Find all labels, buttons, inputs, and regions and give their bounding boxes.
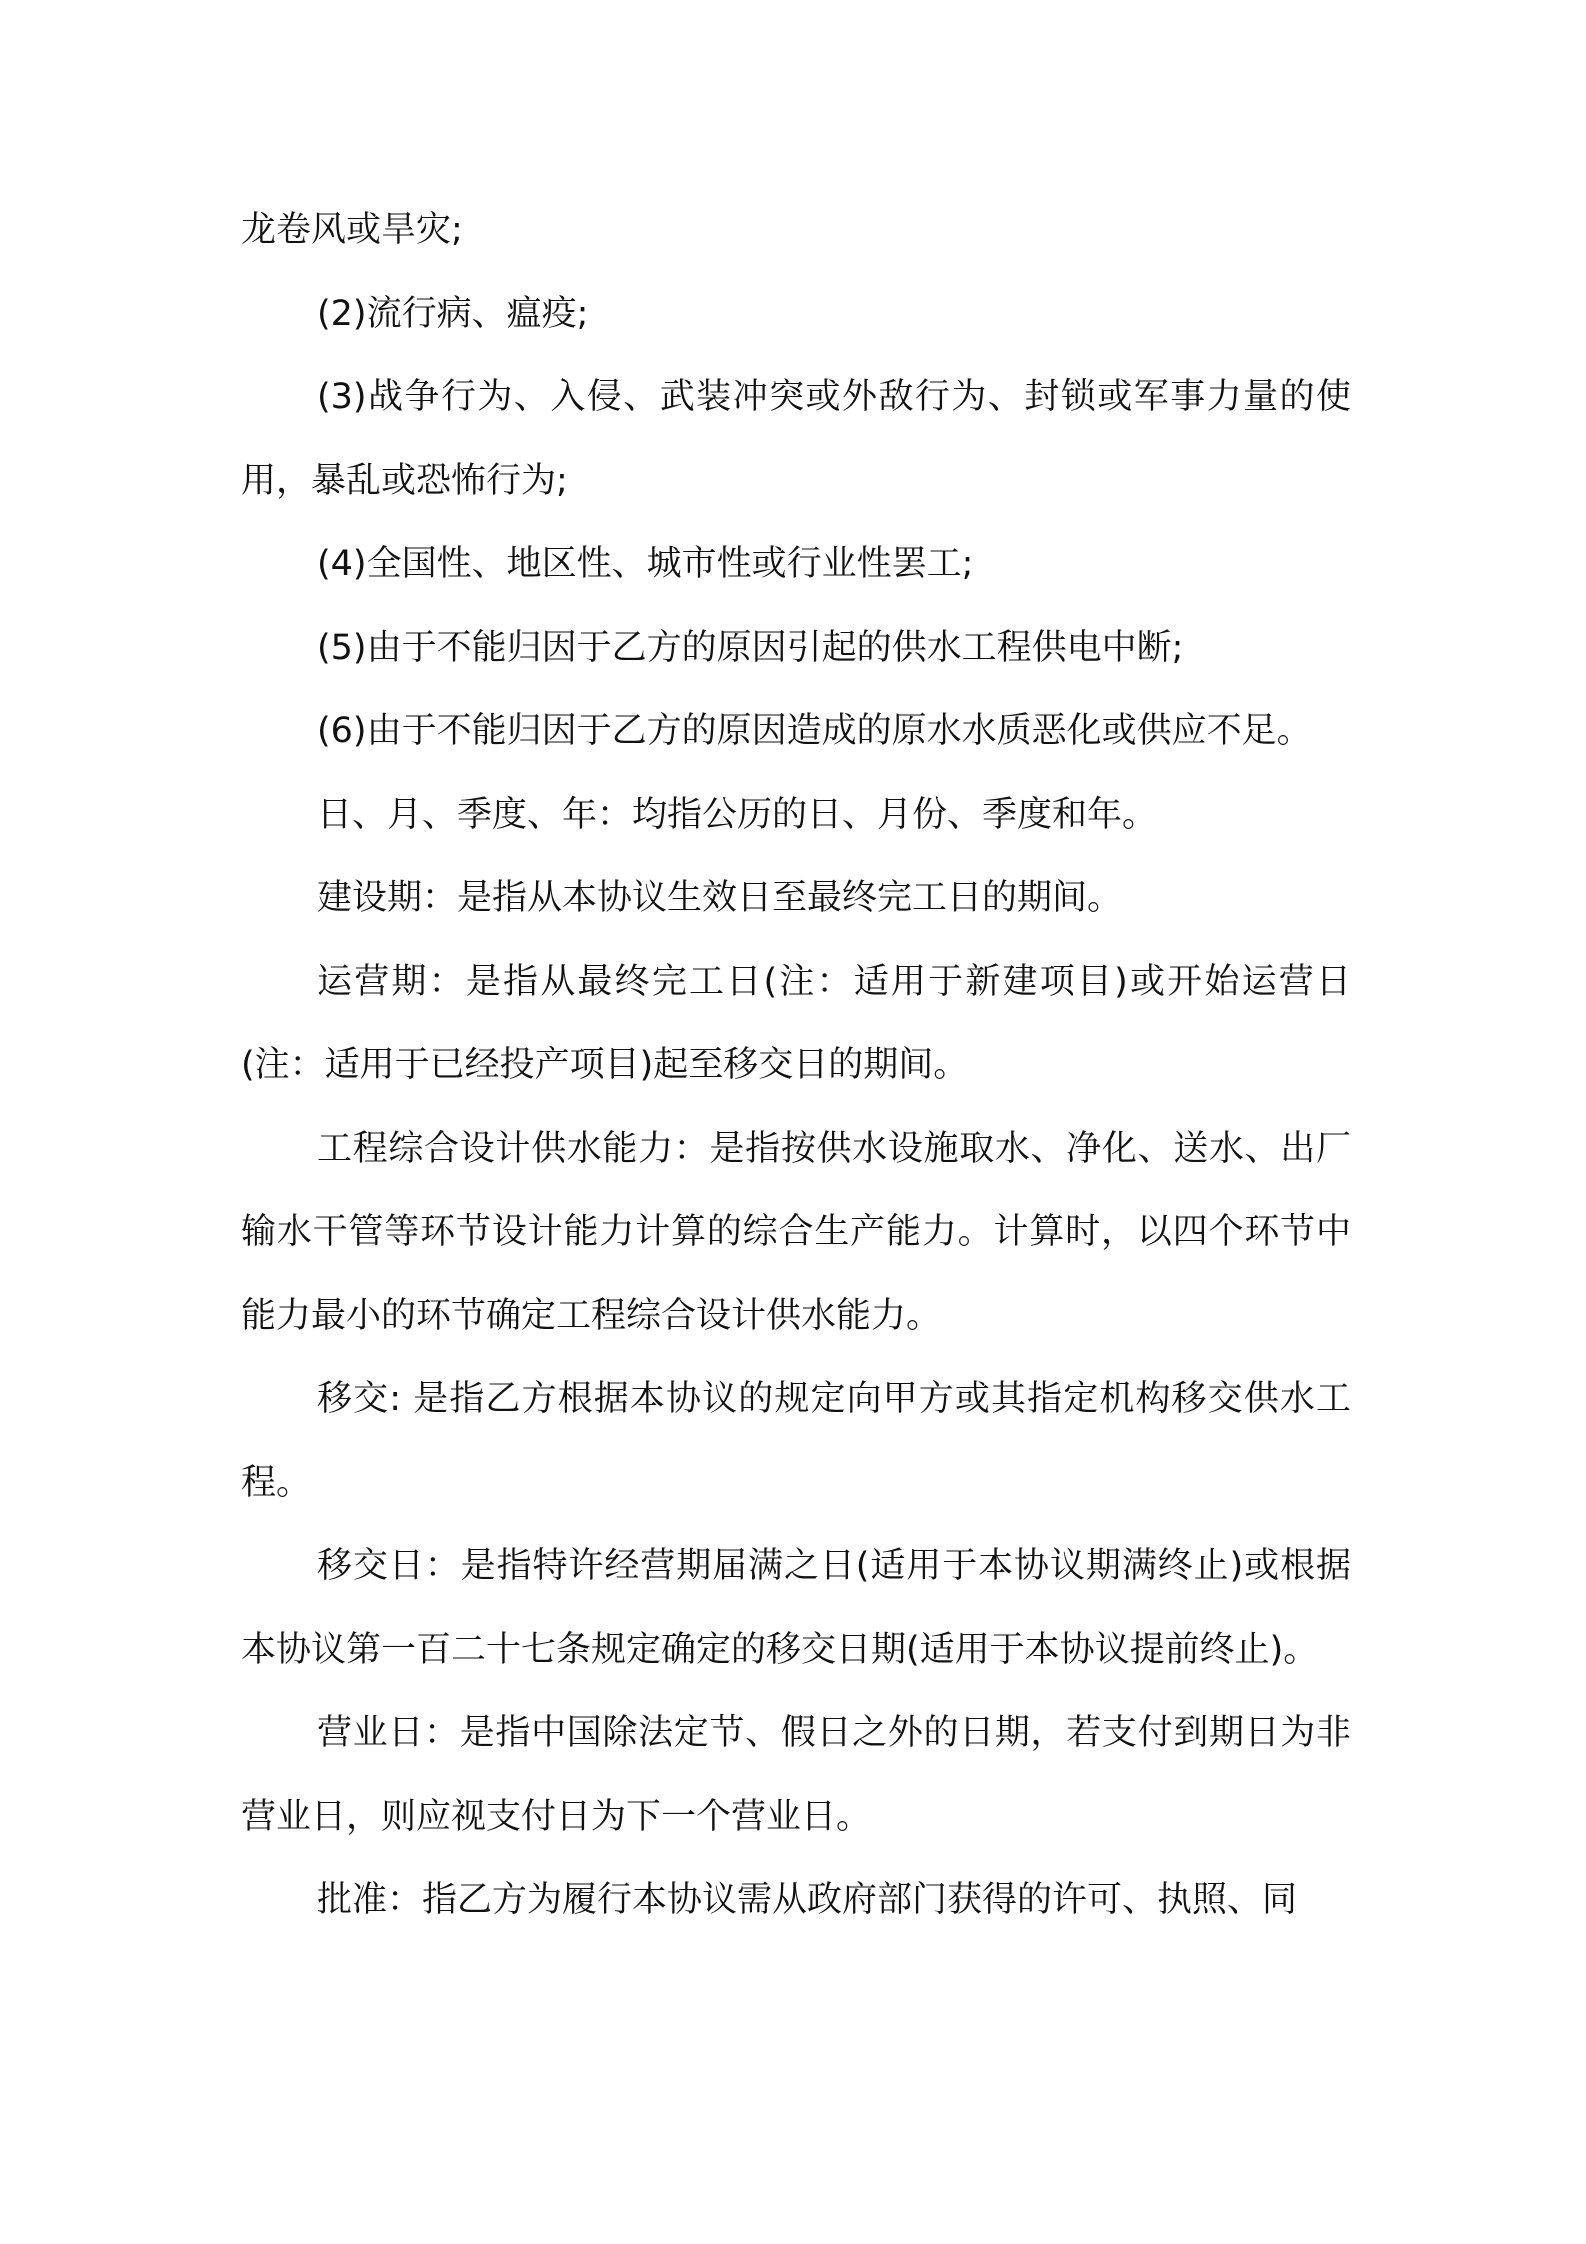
paragraph-14: 批准：指乙方为履行本协议需从政府部门获得的许可、执照、同: [317, 1880, 1298, 1920]
paragraph-11: 移交: 是指乙方根据本协议的规定向甲方或其指定机构移交供水工程。: [241, 1379, 1351, 1503]
paragraph-10: 工程综合设计供水能力：是指按供水设施取水、净化、送水、出厂输水干管等环节设计能力计算的综合生产能力。计算时，以四个环节中能力最小的环节确定工程综合设计供水能力。: [241, 1128, 1351, 1336]
paragraph-4: (4)全国性、地区性、城市性或行业性罢工;: [317, 544, 974, 584]
paragraph-13: 营业日：是指中国除法定节、假日之外的日期，若支付到期日为非营业日，则应视支付日为下一个营业日。: [241, 1713, 1351, 1837]
paragraph-9: 运营期：是指从最终完工日(注：适用于新建项目)或开始运营日(注：适用于已经投产项目)起至移交日的期间。: [241, 961, 1351, 1085]
paragraph-5: (5)由于不能归因于乙方的原因引起的供水工程供电中断;: [317, 627, 1184, 668]
paragraph-2: (2)流行病、瘟疫;: [317, 293, 589, 334]
paragraph-6: (6)由于不能归因于乙方的原因造成的原水水质恶化或供应不足。: [317, 711, 1312, 751]
document-body: [241, 189, 1351, 1943]
paragraph-1: 龙卷风或旱灾;: [241, 210, 463, 250]
paragraph-12: 移交日：是指特许经营期届满之日(适用于本协议期满终止)或根据本协议第一百二十七条规定确定的移交日期(适用于本协议提前终止)。: [241, 1546, 1351, 1670]
paragraph-3: (3)战争行为、入侵、武装冲突或外敌行为、封锁或军事力量的使用，暴乱或恐怖行为;: [241, 377, 1351, 501]
paragraph-7: 日、月、季度、年：均指公历的日、月份、季度和年。: [317, 794, 1158, 835]
paragraph-8: 建设期：是指从本协议生效日至最终完工日的期间。: [317, 878, 1123, 918]
